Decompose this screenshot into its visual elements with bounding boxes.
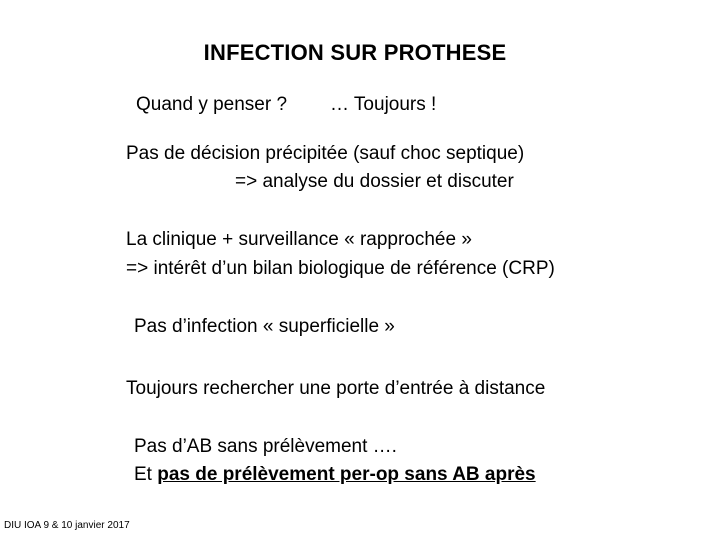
slide-title: INFECTION SUR PROTHESE — [203, 40, 507, 65]
bullet-ab-line2-prefix: Et — [134, 464, 158, 485]
bullet-ab-line1: Pas d’AB sans prélèvement …. — [134, 436, 397, 457]
bullet-decision-line1: Pas de décision précipitée (sauf choc septique) — [126, 143, 525, 164]
bullet-porte-entree: Toujours rechercher une porte d’entrée à distance — [126, 378, 546, 399]
bullet-superficielle: Pas d’infection « superficielle » — [134, 316, 395, 337]
bullet-decision-line2: => analyse du dossier et discuter — [235, 171, 514, 192]
question-text: Quand y penser ? — [136, 94, 288, 115]
bullet-clinique-line2: => intérêt d’un bilan biologique de référence (CRP) — [126, 258, 555, 279]
answer-text: … Toujours ! — [330, 94, 437, 115]
footer-text: DIU IOA 9 & 10 janvier 2017 — [4, 520, 130, 531]
bullet-ab-line2 — [134, 464, 536, 486]
bullet-ab-line2-emphasis: pas de prélèvement per-op sans AB après — [157, 464, 536, 485]
bullet-clinique-line1: La clinique + surveillance « rapprochée » — [126, 229, 472, 250]
